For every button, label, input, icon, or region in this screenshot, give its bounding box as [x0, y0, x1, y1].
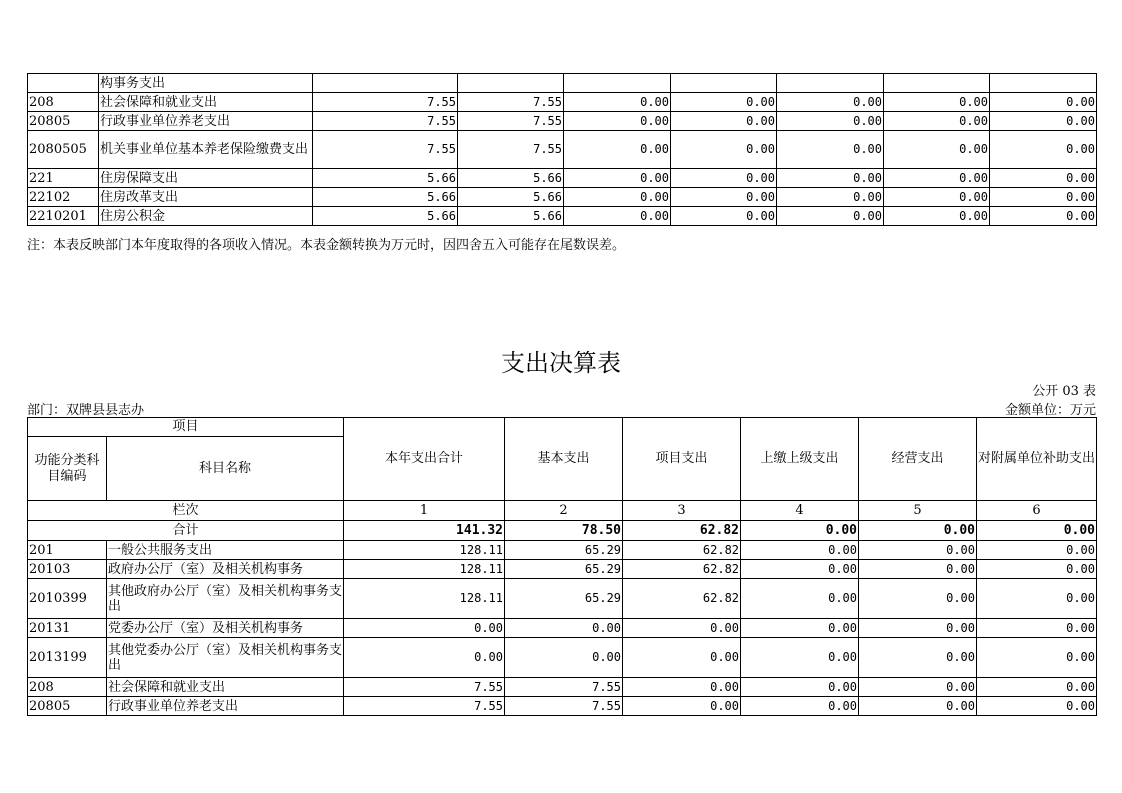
- row-value: 0.00: [671, 93, 777, 112]
- row-value: 0.00: [859, 541, 977, 560]
- col-num-5: 5: [859, 501, 977, 521]
- row-value: 0.00: [884, 93, 990, 112]
- row-value: 0.00: [623, 678, 741, 697]
- row-value: 5.66: [313, 169, 458, 188]
- row-value: 0.00: [741, 541, 859, 560]
- row-value: 0.00: [741, 678, 859, 697]
- row-value: 5.66: [313, 188, 458, 207]
- col-num-4: 4: [741, 501, 859, 521]
- row-value: 0.00: [564, 131, 671, 169]
- row-value: 0.00: [777, 93, 884, 112]
- col-num-6: 6: [977, 501, 1097, 521]
- row-value: [564, 74, 671, 93]
- row-value: 0.00: [777, 112, 884, 131]
- row-value: 5.66: [458, 169, 564, 188]
- row-value: [990, 74, 1097, 93]
- row-value: 0.00: [859, 560, 977, 579]
- header-row-label: 栏次: [28, 501, 344, 521]
- row-value: 0.00: [777, 131, 884, 169]
- row-value: 0.00: [671, 131, 777, 169]
- row-code: 2210201: [28, 207, 99, 226]
- table-row: [28, 131, 1097, 169]
- row-value: [671, 74, 777, 93]
- row-value: 0.00: [623, 619, 741, 638]
- row-value: 7.55: [458, 112, 564, 131]
- row-value: 0.00: [884, 169, 990, 188]
- row-value: 7.55: [458, 93, 564, 112]
- row-code: [28, 74, 99, 93]
- row-value: 0.00: [777, 169, 884, 188]
- row-value: 7.55: [344, 678, 505, 697]
- row-code: 2013199: [28, 638, 107, 678]
- total-value: 141.32: [344, 521, 505, 541]
- table-row: [28, 638, 1097, 678]
- row-value: 0.00: [564, 93, 671, 112]
- row-value: [884, 74, 990, 93]
- row-code: 2080505: [28, 131, 99, 169]
- row-value: 7.55: [313, 93, 458, 112]
- row-value: 0.00: [977, 541, 1097, 560]
- row-value: 0.00: [505, 638, 623, 678]
- table-note: 注：本表反映部门本年度取得的各项收入情况。本表金额转换为万元时，因四舍五入可能存在尾数误差。: [27, 238, 626, 253]
- col-num-3: 3: [623, 501, 741, 521]
- expense-table: [27, 417, 1097, 716]
- row-value: 0.00: [505, 619, 623, 638]
- col-num-2: 2: [505, 501, 623, 521]
- row-value: 7.55: [313, 131, 458, 169]
- col-num-1: 1: [344, 501, 505, 521]
- income-table-continuation: [27, 73, 1097, 226]
- row-name: 机关事业单位基本养老保险缴费支出: [99, 131, 313, 169]
- table-row: [28, 619, 1097, 638]
- row-value: 0.00: [977, 619, 1097, 638]
- total-value: 0.00: [741, 521, 859, 541]
- table-row: [28, 207, 1097, 226]
- row-name: 一般公共服务支出: [107, 541, 344, 560]
- table-row: [28, 169, 1097, 188]
- total-value: 0.00: [859, 521, 977, 541]
- row-value: 0.00: [859, 638, 977, 678]
- row-value: 0.00: [859, 697, 977, 716]
- header-name: 科目名称: [107, 437, 344, 501]
- row-value: 65.29: [505, 541, 623, 560]
- row-value: 5.66: [458, 207, 564, 226]
- row-value: 0.00: [977, 678, 1097, 697]
- row-code: 208: [28, 678, 107, 697]
- header-col-5: 经营支出: [859, 418, 977, 501]
- row-name: 党委办公厅（室）及相关机构事务: [107, 619, 344, 638]
- table-row: [28, 188, 1097, 207]
- table-row: [28, 74, 1097, 93]
- row-value: 65.29: [505, 579, 623, 619]
- total-label: 合计: [28, 521, 344, 541]
- row-value: 0.00: [990, 112, 1097, 131]
- page-title: 支出决算表: [501, 349, 621, 377]
- row-value: [458, 74, 564, 93]
- row-value: 0.00: [977, 560, 1097, 579]
- row-value: 0.00: [741, 619, 859, 638]
- row-value: 0.00: [990, 169, 1097, 188]
- row-value: 65.29: [505, 560, 623, 579]
- row-value: 7.55: [505, 678, 623, 697]
- row-value: 0.00: [741, 638, 859, 678]
- row-value: 0.00: [990, 93, 1097, 112]
- row-value: 7.55: [458, 131, 564, 169]
- row-value: 128.11: [344, 579, 505, 619]
- table-row: [28, 541, 1097, 560]
- row-value: 0.00: [777, 207, 884, 226]
- table-row: [28, 560, 1097, 579]
- row-name: 行政事业单位养老支出: [107, 697, 344, 716]
- row-value: 0.00: [977, 638, 1097, 678]
- row-name: 社会保障和就业支出: [99, 93, 313, 112]
- row-code: 208: [28, 93, 99, 112]
- total-value: 62.82: [623, 521, 741, 541]
- row-code: 20805: [28, 112, 99, 131]
- table-row: [28, 678, 1097, 697]
- row-name: 政府办公厅（室）及相关机构事务: [107, 560, 344, 579]
- row-name: 行政事业单位养老支出: [99, 112, 313, 131]
- row-value: 7.55: [505, 697, 623, 716]
- row-value: 62.82: [623, 579, 741, 619]
- row-code: 22102: [28, 188, 99, 207]
- row-value: 0.00: [564, 207, 671, 226]
- table-row: [28, 579, 1097, 619]
- row-value: 7.55: [344, 697, 505, 716]
- row-name: 其他政府办公厅（室）及相关机构事务支出: [107, 579, 344, 619]
- row-value: 0.00: [623, 697, 741, 716]
- table-row: [28, 93, 1097, 112]
- row-value: 0.00: [884, 112, 990, 131]
- row-value: 0.00: [777, 188, 884, 207]
- row-value: 0.00: [977, 579, 1097, 619]
- table-row: [28, 112, 1097, 131]
- row-value: 5.66: [458, 188, 564, 207]
- row-name: 住房改革支出: [99, 188, 313, 207]
- row-value: [313, 74, 458, 93]
- row-value: 0.00: [990, 131, 1097, 169]
- row-value: 0.00: [564, 169, 671, 188]
- row-code: 20131: [28, 619, 107, 638]
- header-col-2: 基本支出: [505, 418, 623, 501]
- row-value: 62.82: [623, 560, 741, 579]
- row-name: 住房公积金: [99, 207, 313, 226]
- header-col-6: 对附属单位补助支出: [977, 418, 1097, 501]
- row-name: 构事务支出: [99, 74, 313, 93]
- row-code: 2010399: [28, 579, 107, 619]
- row-value: 128.11: [344, 560, 505, 579]
- table-row: [28, 697, 1097, 716]
- row-value: 62.82: [623, 541, 741, 560]
- row-value: 0.00: [564, 112, 671, 131]
- row-value: 0.00: [671, 188, 777, 207]
- total-value: 0.00: [977, 521, 1097, 541]
- row-value: 0.00: [623, 638, 741, 678]
- row-name: 社会保障和就业支出: [107, 678, 344, 697]
- row-value: 0.00: [344, 638, 505, 678]
- row-value: 0.00: [977, 697, 1097, 716]
- row-value: 0.00: [671, 169, 777, 188]
- row-code: 20103: [28, 560, 107, 579]
- row-name: 住房保障支出: [99, 169, 313, 188]
- header-col-4: 上缴上级支出: [741, 418, 859, 501]
- header-col-1: 本年支出合计: [344, 418, 505, 501]
- department-label: 部门：双牌县县志办: [27, 403, 145, 418]
- row-value: 0.00: [859, 619, 977, 638]
- row-code: 20805: [28, 697, 107, 716]
- row-value: 7.55: [313, 112, 458, 131]
- row-value: 0.00: [884, 188, 990, 207]
- row-value: 0.00: [564, 188, 671, 207]
- row-code: 221: [28, 169, 99, 188]
- row-value: 0.00: [671, 207, 777, 226]
- total-value: 78.50: [505, 521, 623, 541]
- row-value: [777, 74, 884, 93]
- unit-label: 金额单位：万元: [1004, 403, 1096, 418]
- header-code: 功能分类科目编码: [28, 437, 107, 501]
- row-value: 128.11: [344, 541, 505, 560]
- row-name: 其他党委办公厅（室）及相关机构事务支出: [107, 638, 344, 678]
- row-value: 0.00: [990, 207, 1097, 226]
- row-value: 0.00: [859, 678, 977, 697]
- row-value: 5.66: [313, 207, 458, 226]
- row-code: 201: [28, 541, 107, 560]
- row-value: 0.00: [990, 188, 1097, 207]
- row-value: 0.00: [741, 697, 859, 716]
- row-value: 0.00: [741, 560, 859, 579]
- row-value: 0.00: [884, 207, 990, 226]
- form-code: 公开 03 表: [1032, 384, 1096, 399]
- row-value: 0.00: [741, 579, 859, 619]
- header-project: 项目: [28, 418, 344, 437]
- header-col-3: 项目支出: [623, 418, 741, 501]
- row-value: 0.00: [884, 131, 990, 169]
- row-value: 0.00: [671, 112, 777, 131]
- row-value: 0.00: [344, 619, 505, 638]
- row-value: 0.00: [859, 579, 977, 619]
